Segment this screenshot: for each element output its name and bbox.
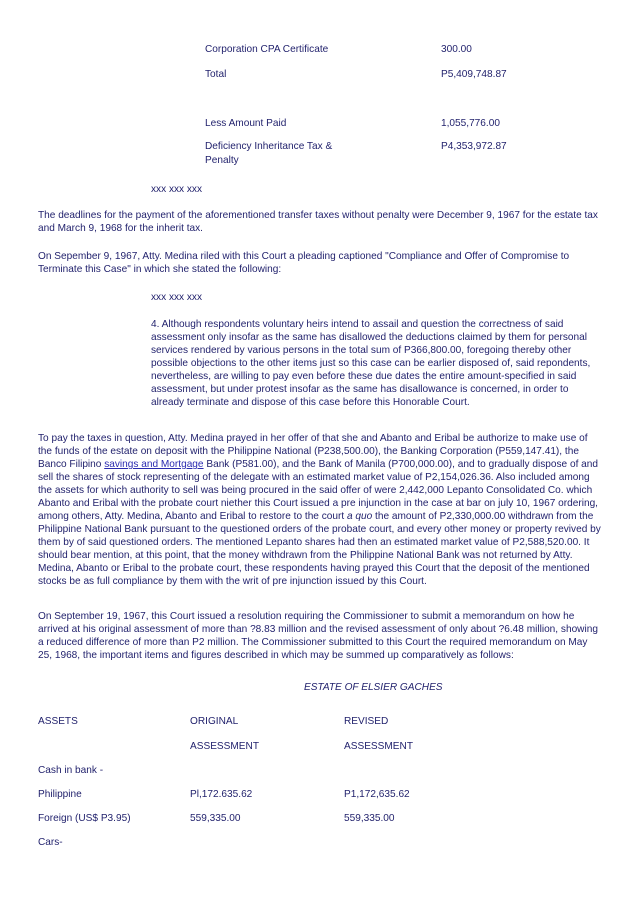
paragraph-deadlines: The deadlines for the payment of the aforementioned transfer taxes without penalty were December 9, 1967 for the estate tax and March 9, 1968 for the inherit tax. [38,210,598,234]
table-row-label: Corporation CPA Certificate [205,44,329,55]
table-row-label: Less Amount Paid [205,118,287,129]
table-row-label: Philippine [38,789,82,800]
paragraph-text: To pay the taxes in question, Atty. Medina prayed in her offer of that she and Abanto and Eribal be authorize to make use of the funds of the estate on deposit with the Philippine National (P238,500.00), the Banking Corporation (P559,147.41), the Banco Filipino [38,433,588,470]
ellipsis-separator: xxx xxx xxx [151,184,203,195]
table-row-label: Deficiency Inheritance Tax & [205,141,333,152]
paragraph-text: Bank (P581.00), and the Bank of Manila (P700,000.00), and to gradually dispose of and sell the shares of stock representing of the delegate with an estimated market value of P2,154,026.36. Also included among the assets for which authority to sell was being procured in the said offer of were 2,442,000 Lepanto Consolidated Co. which Abanto and Eribal with the probate court niether this Court issued a pre injunction in the case at bar on july 10, 1967 ordering, among others, Atty. Medina, Abanto and Eribal to restore to the court [38,459,599,522]
column-header-assets: ASSETS [38,716,78,727]
table-row-value: 1,055,776.00 [441,118,500,129]
table-row-revised: 559,335.00 [344,813,395,824]
table-row-value: P5,409,748.87 [441,69,507,80]
cars-label: Cars- [38,837,63,848]
ellipsis-separator: xxx xxx xxx [151,292,203,303]
cash-in-bank-label: Cash in bank - [38,765,104,776]
table-row-revised: P1,172,635.62 [344,789,410,800]
table-row-label: Total [205,69,227,80]
table-row-value: P4,353,972.87 [441,141,507,152]
column-header-revised: REVISED [344,716,389,727]
table-row-original: 559,335.00 [190,813,241,824]
estate-title: ESTATE OF ELSIER GACHES [304,682,443,693]
column-header-revised-sub: ASSESSMENT [344,741,413,752]
table-row-label-continued: Penalty [205,155,239,166]
paragraph-text: the amount of P2,330,000.00 withdrawn from the Philippine National Bank pursuant to the questioned orders of the probate court, and every other money or property revived by them by of said questioned orders. The mentioned Lepanto shares had then an estimated market value of P2,588,520.00. It should bear mention, at this point, that the money withdrawn from the Philippine National Bank was not returned by Atty. Medina, Abanto or Eribal to the probate court, these respondents having prayed this Court that the deposit of the mentioned stocks be as full compliance by them with the writ of pre injunction issued by this Court. [38,511,601,587]
savings-and-mortgage-link[interactable]: savings and Mortgage [104,459,204,470]
column-header-original: ORIGINAL [190,716,239,727]
italic-term: a quo [346,511,373,522]
table-row-original: Pl,172.635.62 [190,789,253,800]
quoted-statement: 4. Although respondents voluntary heirs intend to assail and question the correctness of said assessment only insofar as the same has disallowed the deductions claimed by them for personal services rendered by various persons in the total sum of P366,800.00, foregoing thereby other possible objections to the other items just so this case can be earlier disposed of, said repondents, nevertheless, are willing to pay even before these due dates the entire amount-specified in said assessment, but under protest insofar as the same has disallowance is concerned, in order to already terminate and dispose of this case before this Honorable Court. [151,319,591,408]
column-header-original-sub: ASSESSMENT [190,741,259,752]
paragraph-payment-prayer [38,432,602,588]
paragraph-compliance-offer: On Sepember 9, 1967, Atty. Medina riled with this Court a pleading captioned "Compliance and Offer of Compromise to Terminate this Case" in which she stated the following: [38,251,570,275]
table-row-label: Foreign (US$ P3.95) [38,813,131,824]
table-row-value: 300.00 [441,44,472,55]
paragraph-memorandum: On September 19, 1967, this Court issued a resolution requiring the Commissioner to submit a memorandum on how he arrived at his original assessment of more than ?8.83 million and the revised assessment of only about ?6.48 million, showing a reduced difference of more than P2 million. The Commissioner submitted to this Court the required memorandum on May 25, 1968, the important items and figures described in which may be summed up comparatively as follows: [38,611,598,661]
